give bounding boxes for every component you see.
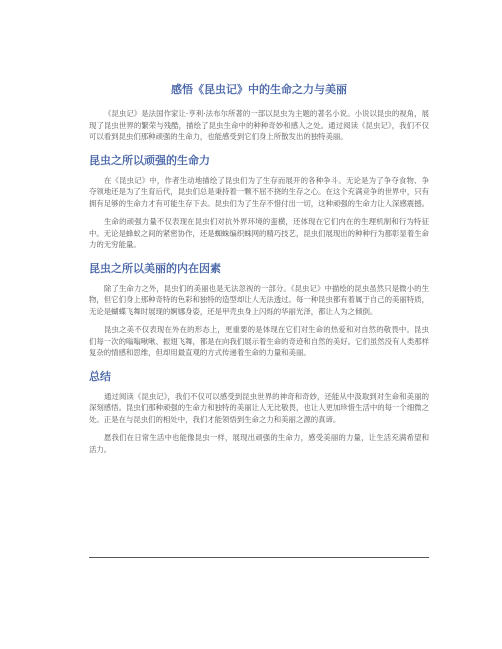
section-paragraph: 除了生命力之外，昆虫们的美丽也是无法忽视的一部分。《昆虫记》中描绘的昆虫虽然只是微小的生物，但它们身上那种奇特的色彩和独特的造型却让人无法透过。每一种昆虫都有着属于自己的美丽特质，无论是蝴蝶飞舞时展现的婀娜身姿，还是甲壳虫身上闪烁的华丽光泽，都让人为之倾倒。 bbox=[89, 283, 429, 316]
section-heading-vitality: 昆虫之所以顽强的生命力 bbox=[89, 153, 210, 167]
section-paragraph: 昆虫之美不仅表现在外在的形态上，更重要的是体现在它们对生命的热爱和对自然的敬畏中。昆虫们每一次的嗡嗡啾啾、振翅飞舞，都是在向我们展示着生命的奇迹和自然的美好。它们虽然没有人类那样复杂的情感和思维，但却用最直观的方式传递着生命的力量和美丽。 bbox=[89, 325, 429, 357]
section-heading-beauty: 昆虫之所以美丽的内在因素 bbox=[89, 261, 221, 275]
section-paragraph: 生命的顽强力量不仅表现在昆虫们对抗外界环境的蛮横，还体现在它们内在的生理机制和行为特征中。无论是蜂蚁之间的紧密协作，还是蜘蛛编织蛛网的精巧技艺，昆虫们展现出的种种行为都彰显着生命力的无穷能量。 bbox=[89, 217, 429, 249]
intro-paragraph: 《昆虫记》是法国作家让·亨利·法布尔所著的一部以昆虫为主题的著名小说。小说以昆虫的视角，展现了昆虫世界的繁荣与残酷，描绘了昆虫生命中的种种奇妙和感人之处。通过阅读《昆虫记》，我们不仅可以看到昆虫们那种顽强的生命力，也能感受到它们身上所散发出的独特美丽。 bbox=[89, 109, 429, 141]
section-paragraph: 通过阅读《昆虫记》，我们不仅可以感受到昆虫世界的神奇和奇妙，还能从中汲取到对生命和美丽的深刻感悟。昆虫们那种顽强的生命力和独特的美丽让人无比敬畏，也让人更加珍惜生活中的每一个细微之处。正是在与昆虫们的相处中，我们才能领悟到生命之力和美丽之源的真谛。 bbox=[89, 391, 429, 424]
document-body bbox=[89, 82, 429, 462]
footer-divider bbox=[89, 557, 429, 558]
section-paragraph: 愿我们在日常生活中也能像昆虫一样，展现出顽强的生命力，感受美丽的力量，让生活充满希望和活力。 bbox=[89, 433, 429, 454]
section-heading-summary: 总结 bbox=[89, 369, 111, 383]
document-title: 感悟《昆虫记》中的生命之力与美丽 bbox=[171, 83, 347, 96]
section-paragraph: 在《昆虫记》中，作者生动地描绘了昆虫们为了生存而展开的各种争斗。无论是为了争夺食物、争夺领地还是为了生育后代，昆虫们总是秉持着一颗不屈不挠的生存之心。在这个充满竞争的世界中，只有拥有足够的生命力才有可能生存下去。昆虫们为了生存不惜付出一切，这种顽强的生命力让人深感震撼。 bbox=[89, 175, 429, 208]
